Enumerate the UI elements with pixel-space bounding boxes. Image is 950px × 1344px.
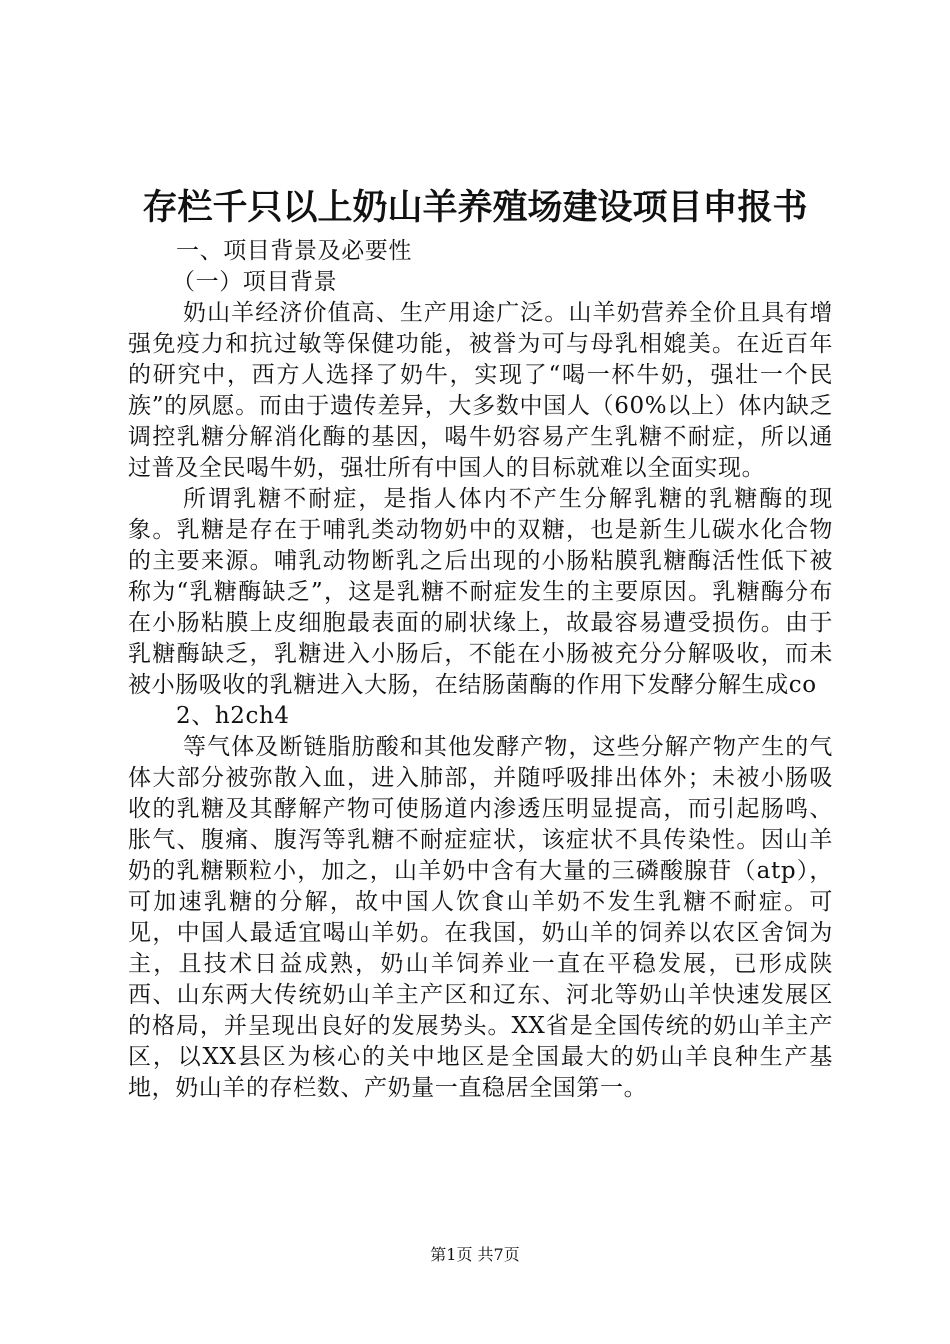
section-heading: 一、项目背景及必要性 [176,238,412,264]
subsection-heading: （一）项目背景 [172,269,338,295]
numbered-line: 2、h2ch4 [176,703,290,729]
document-body [128,236,833,1104]
paragraph: 奶山羊经济价值高、生产用途广泛。山羊奶营养全价且具有增强免疫力和抗过敏等保健功能，被誉为可与母乳相媲美。在近百年的研究中，西方人选择了奶牛，实现了“喝一杯牛奶，强壮一个民族”的夙愿。而由于遗传差异，大多数中国人（60%以上）体内缺乏调控乳糖分解消化酶的基因，喝牛奶容易产生乳糖不耐症，所以通过普及全民喝牛奶，强壮所有中国人的目标就难以全面实现。 [128,300,833,481]
document-title: 存栏千只以上奶山羊养殖场建设项目申报书 [142,187,808,228]
page-footer: 第1页 共7页 [430,1245,520,1264]
paragraph: 所谓乳糖不耐症，是指人体内不产生分解乳糖的乳糖酶的现象。乳糖是存在于哺乳类动物奶中的双糖，也是新生儿碳水化合物的主要来源。哺乳动物断乳之后出现的小肠粘膜乳糖酶活性低下被称为“乳糖酶缺乏”，这是乳糖不耐症发生的主要原因。乳糖酶分布在小肠粘膜上皮细胞最表面的刷状缘上，故最容易遭受损伤。由于乳糖酶缺乏，乳糖进入小肠后，不能在小肠被充分分解吸收，而未被小肠吸收的乳糖进入大肠，在结肠菌酶的作用下发酵分解生成co [128,486,833,698]
paragraph: 等气体及断链脂肪酸和其他发酵产物，这些分解产物产生的气体大部分被弥散入血，进入肺部，并随呼吸排出体外；未被小肠吸收的乳糖及其酵解产物可使肠道内渗透压明显提高，而引起肠鸣、胀气、腹痛、腹泻等乳糖不耐症症状，该症状不具传染性。因山羊奶的乳糖颗粒小，加之，山羊奶中含有大量的三磷酸腺苷（atp），可加速乳糖的分解，故中国人饮食山羊奶不发生乳糖不耐症。可见，中国人最适宜喝山羊奶。在我国，奶山羊的饲养以农区舍饲为主，且技术日益成熟，奶山羊饲养业一直在平稳发展，已形成陕西、山东两大传统奶山羊主产区和辽东、河北等奶山羊快速发展区的格局，并呈现出良好的发展势头。XX省是全国传统的奶山羊主产区，以XX县区为核心的关中地区是全国最大的奶山羊良种生产基地，奶山羊的存栏数、产奶量一直稳居全国第一。 [128,734,833,1101]
